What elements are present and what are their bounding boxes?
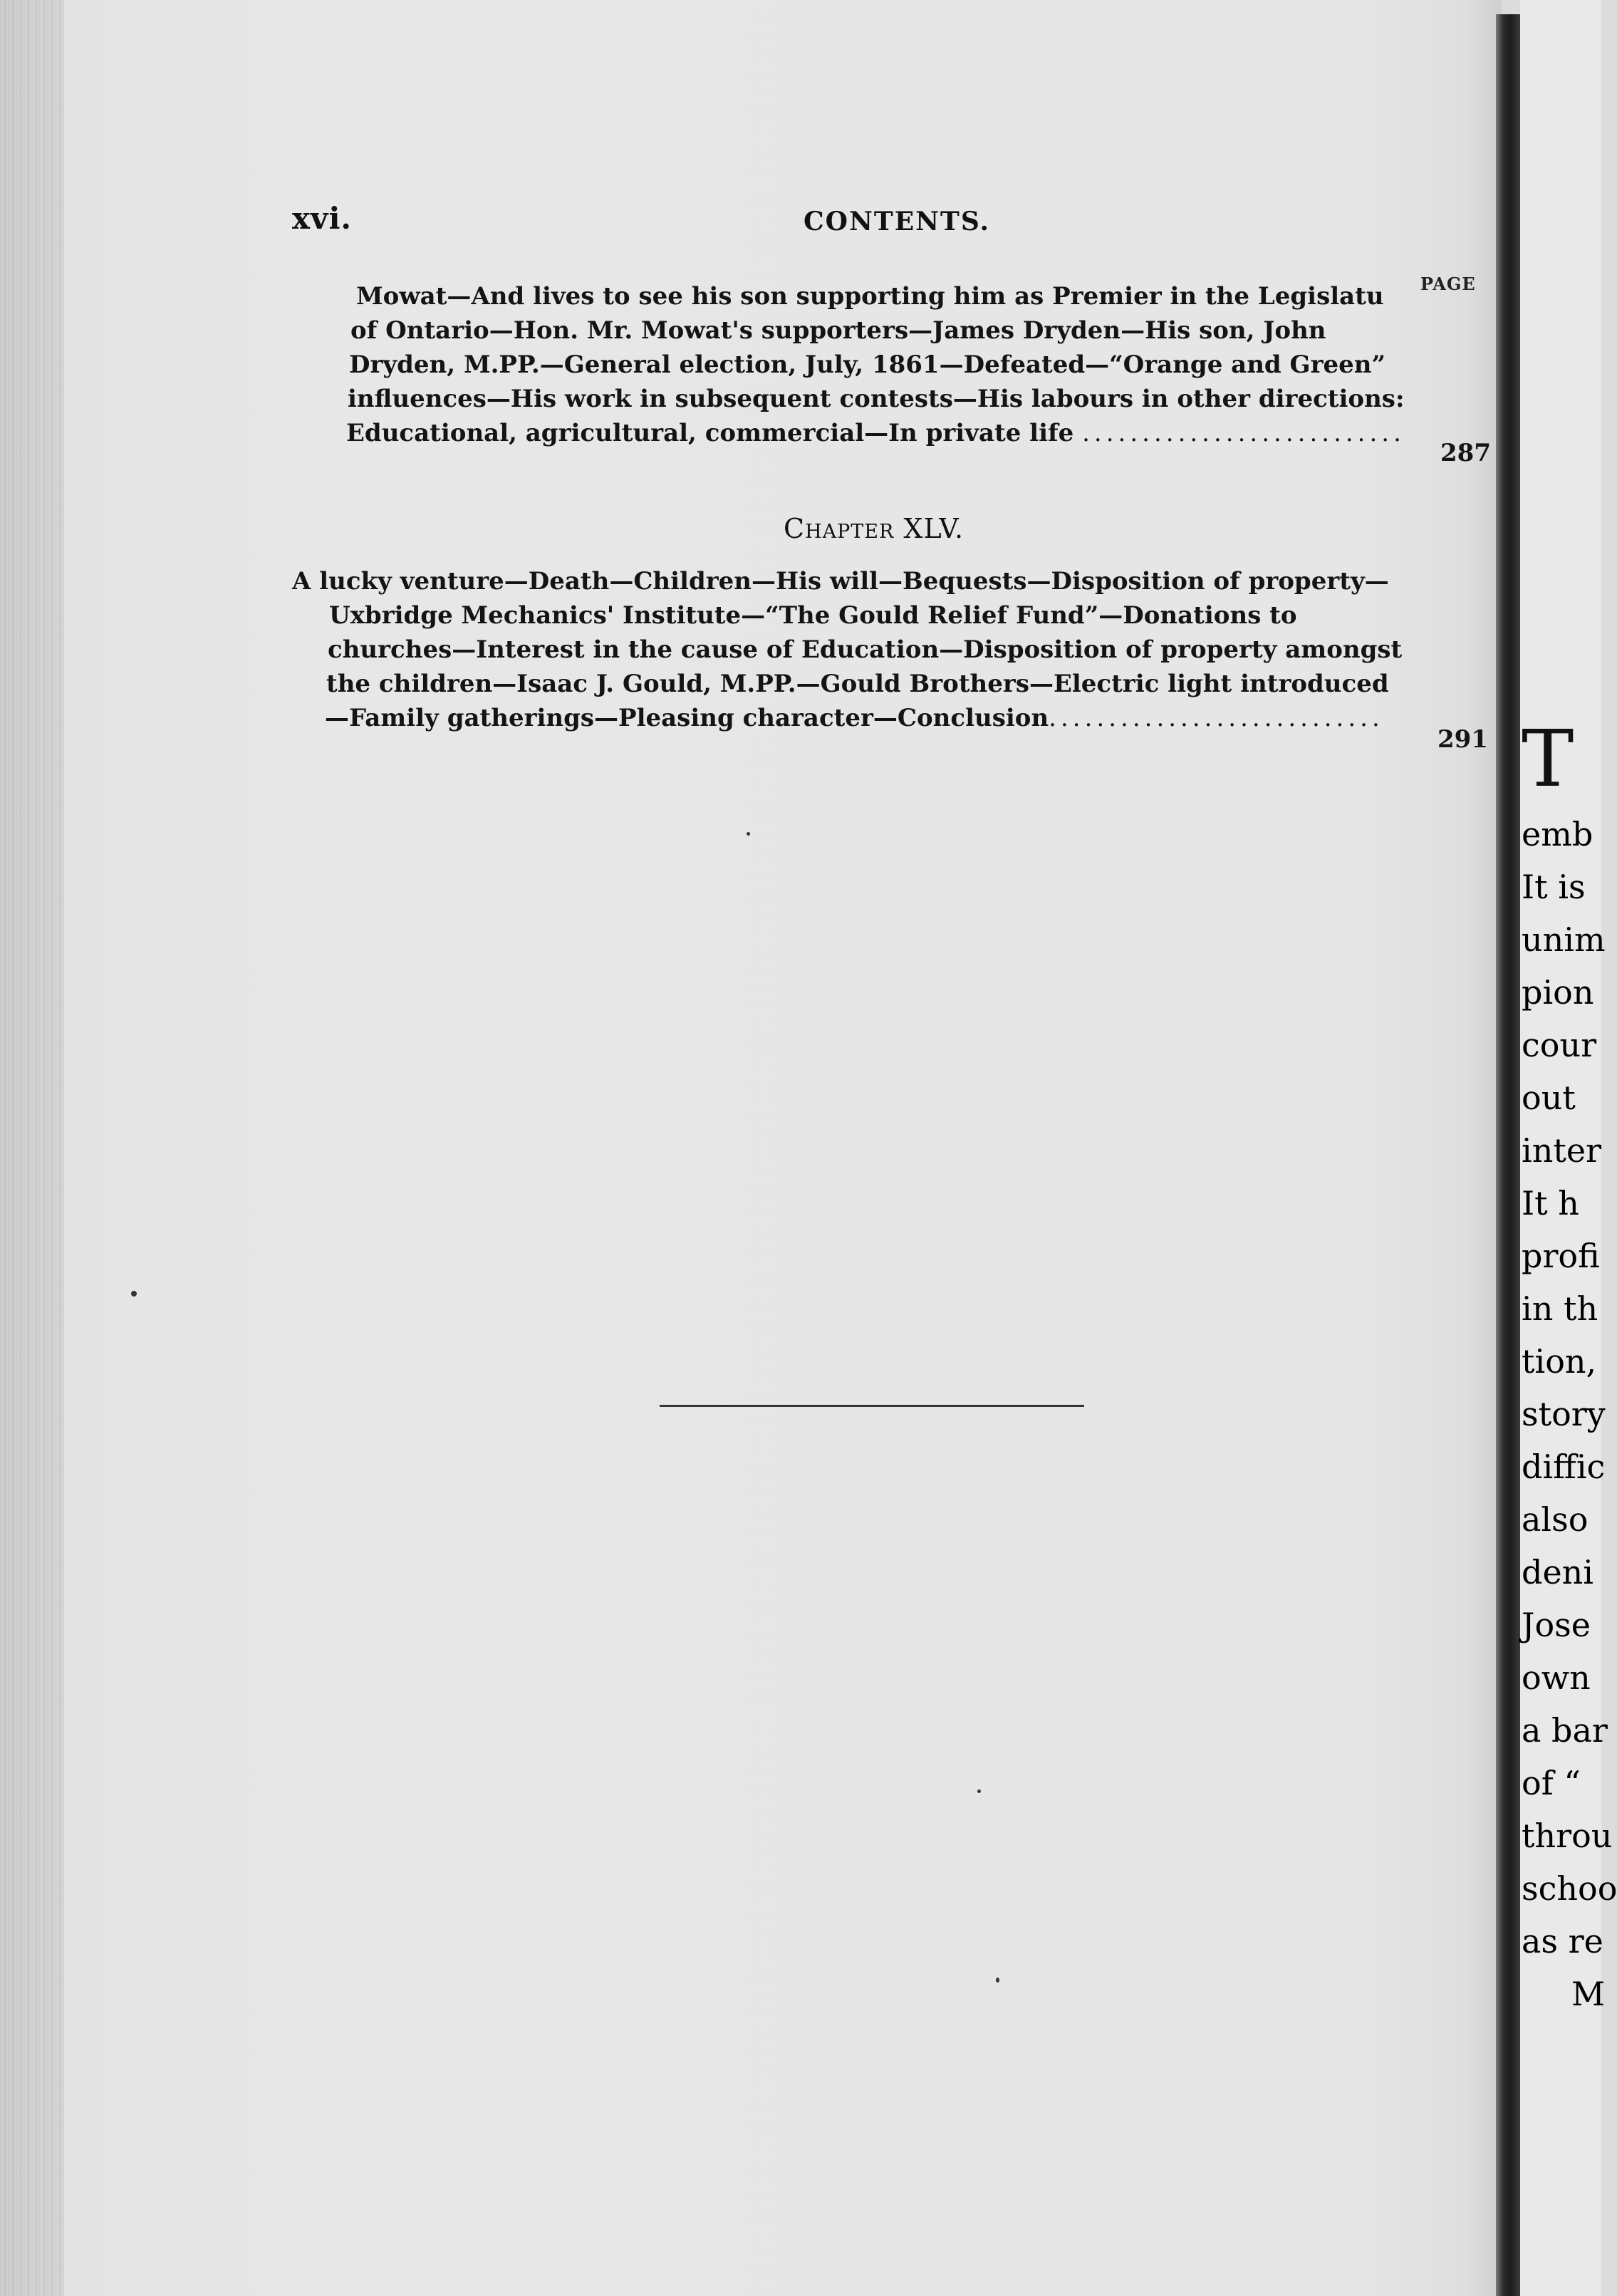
facing-line: own: [1522, 1658, 1591, 1697]
page-number-roman: xvi.: [292, 201, 353, 236]
entry-2-line-3: churches—Interest in the cause of Education—Disposition of property amongst: [328, 635, 1403, 664]
facing-line: tion,: [1522, 1342, 1597, 1381]
facing-line: profi: [1522, 1237, 1600, 1275]
entry-2-line-2: Uxbridge Mechanics' Institute—“The Gould Relief Fund”—Donations to: [329, 601, 1297, 630]
facing-line: It is: [1522, 868, 1586, 906]
page-column-label: PAGE: [1420, 274, 1476, 294]
entry-2-line-5: —Family gatherings—Pleasing character—Conclusion: [325, 704, 1049, 732]
entry-2-leader: ............................: [1049, 704, 1384, 732]
entry-1-line-2: of Ontario—Hon. Mr. Mowat's supporters—James Dryden—His son, John: [350, 316, 1326, 345]
entry-2-line-1: A lucky venture—Death—Children—His will—Bequests—Disposition of property—: [292, 567, 1389, 596]
print-speck: [977, 1789, 981, 1793]
print-speck: [996, 1978, 999, 1983]
facing-line: pion: [1522, 973, 1594, 1012]
facing-line: deni: [1522, 1553, 1594, 1591]
contents-entry-2: [292, 564, 1402, 735]
facing-line: out: [1522, 1079, 1576, 1117]
facing-line: M: [1571, 1975, 1606, 2013]
entry-2-page-number: 291: [1437, 725, 1488, 754]
facing-line: Jose: [1522, 1606, 1591, 1644]
facing-line: also: [1522, 1500, 1589, 1539]
facing-page: [1520, 0, 1617, 2296]
contents-entry-1: [346, 279, 1405, 450]
facing-line: inter: [1522, 1131, 1602, 1170]
facing-line: schoo: [1522, 1869, 1617, 1908]
facing-line: of “: [1522, 1764, 1581, 1802]
entry-1-page-number: 287: [1440, 439, 1491, 467]
facing-line: cour: [1522, 1026, 1597, 1064]
facing-line: diffic: [1522, 1448, 1606, 1486]
closing-rule: [660, 1405, 1084, 1407]
print-speck: [131, 1291, 137, 1297]
facing-line: throu: [1522, 1817, 1613, 1855]
drop-cap: T: [1522, 713, 1574, 804]
print-speck: [747, 832, 750, 836]
entry-1-line-4: influences—His work in subsequent contests—His labours in other directions:: [348, 385, 1405, 413]
facing-line: a bar: [1522, 1711, 1608, 1750]
entry-2-line-4: the children—Isaac J. Gould, M.PP.—Gould Brothers—Electric light introduced: [326, 670, 1389, 698]
chapter-heading-xlv: Chapter XLV.: [784, 513, 965, 544]
facing-line: story: [1522, 1395, 1606, 1433]
entry-1-line-5: Educational, agricultural, commercial—In private life: [346, 419, 1074, 447]
entry-1-leader: ...........................: [1082, 419, 1405, 447]
facing-line: as re: [1522, 1922, 1603, 1960]
facing-line: unim: [1522, 920, 1606, 959]
page-edges: [0, 0, 64, 2296]
entry-1-line-1: Mowat—And lives to see his son supporting him as Premier in the Legislatu: [356, 282, 1384, 311]
book-gutter: [1496, 14, 1520, 2296]
facing-line: It h: [1522, 1184, 1579, 1222]
facing-line: emb: [1522, 815, 1593, 853]
entry-1-line-3: Dryden, M.PP.—General election, July, 1861—Defeated—“Orange and Green”: [349, 350, 1386, 379]
running-title: CONTENTS.: [804, 207, 991, 237]
facing-line: in th: [1522, 1289, 1598, 1328]
